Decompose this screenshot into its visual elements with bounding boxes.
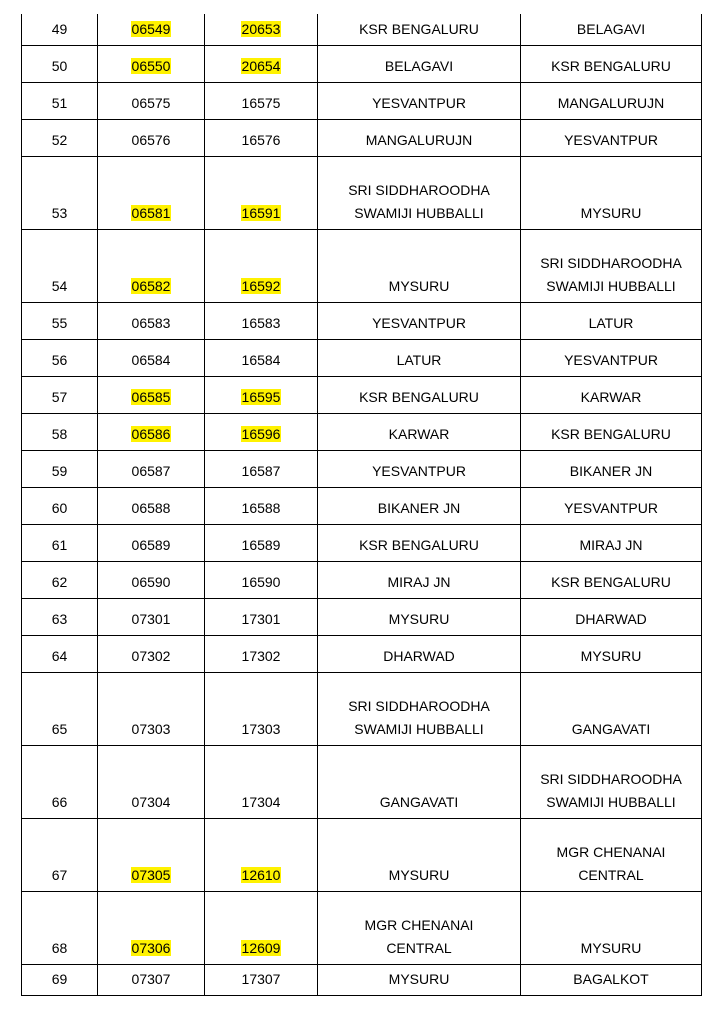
- to-station-cell: [521, 818, 702, 891]
- from-station-cell-line: MYSURU: [388, 610, 450, 627]
- new-train-number-cell: [205, 302, 318, 339]
- table-row: [22, 14, 702, 45]
- old-train-number-cell-text: 06582: [131, 277, 171, 294]
- table-row: [22, 598, 702, 635]
- new-train-number-cell: [205, 45, 318, 82]
- to-station-cell-line: MYSURU: [580, 204, 642, 221]
- new-train-number-cell-text: 17301: [241, 610, 281, 627]
- serial-number-cell: [22, 302, 98, 339]
- from-station-cell: [318, 818, 521, 891]
- from-station-cell-line: LATUR: [396, 351, 442, 368]
- new-train-number-cell-text: 12609: [241, 939, 281, 956]
- old-train-number-cell: [98, 524, 205, 561]
- serial-number-cell-text: 59: [51, 462, 68, 479]
- old-train-number-cell: [98, 561, 205, 598]
- old-train-number-cell: [98, 818, 205, 891]
- old-train-number-cell-text: 06586: [131, 425, 171, 442]
- serial-number-cell: [22, 561, 98, 598]
- old-train-number-cell: [98, 487, 205, 524]
- to-station-cell: [521, 561, 702, 598]
- table-row: [22, 561, 702, 598]
- from-station-cell: [318, 745, 521, 818]
- to-station-cell-line: MANGALURUJN: [557, 94, 665, 111]
- new-train-number-cell: [205, 964, 318, 995]
- from-station-cell-line: SRI SIDDHAROODHA: [348, 697, 490, 714]
- table-row: [22, 45, 702, 82]
- from-station-cell: [318, 561, 521, 598]
- to-station-cell-line: BIKANER JN: [569, 462, 653, 479]
- from-station-cell-line: MIRAJ JN: [387, 573, 451, 590]
- from-station-cell-line: SWAMIJI HUBBALLI: [354, 204, 484, 221]
- to-station-cell: [521, 376, 702, 413]
- to-station-cell: [521, 156, 702, 229]
- old-train-number-cell: [98, 964, 205, 995]
- to-station-cell-line: MGR CHENANAI: [556, 843, 666, 860]
- old-train-number-cell-text: 07307: [131, 970, 171, 987]
- serial-number-cell: [22, 891, 98, 964]
- new-train-number-cell-text: 16583: [241, 314, 281, 331]
- serial-number-cell: [22, 119, 98, 156]
- old-train-number-cell: [98, 450, 205, 487]
- serial-number-cell-text: 65: [51, 720, 68, 737]
- from-station-cell: [318, 45, 521, 82]
- from-station-cell: [318, 119, 521, 156]
- table-row: [22, 119, 702, 156]
- table-row: [22, 818, 702, 891]
- from-station-cell-line: SWAMIJI HUBBALLI: [354, 720, 484, 737]
- from-station-cell-line: CENTRAL: [386, 939, 452, 956]
- serial-number-cell: [22, 14, 98, 45]
- serial-number-cell-text: 64: [51, 647, 68, 664]
- serial-number-cell: [22, 156, 98, 229]
- serial-number-cell-text: 56: [51, 351, 68, 368]
- old-train-number-cell: [98, 14, 205, 45]
- serial-number-cell-text: 54: [51, 277, 68, 294]
- serial-number-cell: [22, 376, 98, 413]
- new-train-number-cell-text: 16591: [241, 204, 281, 221]
- new-train-number-cell-text: 20653: [241, 20, 281, 37]
- to-station-cell: [521, 339, 702, 376]
- to-station-cell: [521, 487, 702, 524]
- new-train-number-cell: [205, 745, 318, 818]
- old-train-number-cell: [98, 45, 205, 82]
- to-station-cell-line: MYSURU: [580, 647, 642, 664]
- serial-number-cell: [22, 524, 98, 561]
- new-train-number-cell-text: 17303: [241, 720, 281, 737]
- to-station-cell: [521, 302, 702, 339]
- serial-number-cell-text: 55: [51, 314, 68, 331]
- serial-number-cell: [22, 635, 98, 672]
- serial-number-cell-text: 58: [51, 425, 68, 442]
- table-row: [22, 891, 702, 964]
- from-station-cell: [318, 672, 521, 745]
- old-train-number-cell: [98, 413, 205, 450]
- serial-number-cell-text: 62: [51, 573, 68, 590]
- new-train-number-cell: [205, 635, 318, 672]
- to-station-cell-line: GANGAVATI: [571, 720, 651, 737]
- to-station-cell-line: KSR BENGALURU: [551, 57, 671, 74]
- serial-number-cell: [22, 818, 98, 891]
- table-row: [22, 635, 702, 672]
- new-train-number-cell: [205, 561, 318, 598]
- new-train-number-cell: [205, 487, 318, 524]
- table-row: [22, 487, 702, 524]
- from-station-cell: [318, 413, 521, 450]
- new-train-number-cell-text: 16588: [241, 499, 281, 516]
- from-station-cell: [318, 964, 521, 995]
- to-station-cell: [521, 82, 702, 119]
- serial-number-cell-text: 61: [51, 536, 68, 553]
- serial-number-cell-text: 50: [51, 57, 68, 74]
- serial-number-cell-text: 66: [51, 793, 68, 810]
- old-train-number-cell-text: 07303: [131, 720, 171, 737]
- from-station-cell-line: MYSURU: [388, 970, 450, 987]
- new-train-number-cell: [205, 339, 318, 376]
- old-train-number-cell: [98, 891, 205, 964]
- to-station-cell-line: LATUR: [588, 314, 634, 331]
- new-train-number-cell-text: 20654: [241, 57, 281, 74]
- table-row: [22, 964, 702, 995]
- serial-number-cell: [22, 964, 98, 995]
- old-train-number-cell-text: 06589: [131, 536, 171, 553]
- old-train-number-cell-text: 06581: [131, 204, 171, 221]
- serial-number-cell-text: 53: [51, 204, 68, 221]
- from-station-cell: [318, 376, 521, 413]
- old-train-number-cell: [98, 339, 205, 376]
- from-station-cell: [318, 487, 521, 524]
- to-station-cell-line: KARWAR: [580, 388, 642, 405]
- to-station-cell-line: SWAMIJI HUBBALLI: [546, 793, 676, 810]
- table-row: [22, 450, 702, 487]
- from-station-cell-line: MYSURU: [388, 866, 450, 883]
- old-train-number-cell-text: 07306: [131, 939, 171, 956]
- from-station-cell: [318, 302, 521, 339]
- new-train-number-cell: [205, 891, 318, 964]
- old-train-number-cell-text: 07302: [131, 647, 171, 664]
- serial-number-cell: [22, 598, 98, 635]
- to-station-cell: [521, 598, 702, 635]
- old-train-number-cell-text: 06584: [131, 351, 171, 368]
- from-station-cell-line: DHARWAD: [383, 647, 455, 664]
- old-train-number-cell-text: 06575: [131, 94, 171, 111]
- serial-number-cell-text: 63: [51, 610, 68, 627]
- old-train-number-cell-text: 07304: [131, 793, 171, 810]
- serial-number-cell-text: 52: [51, 131, 68, 148]
- to-station-cell-line: CENTRAL: [578, 866, 644, 883]
- serial-number-cell: [22, 745, 98, 818]
- old-train-number-cell-text: 06583: [131, 314, 171, 331]
- from-station-cell: [318, 635, 521, 672]
- to-station-cell-line: KSR BENGALURU: [551, 573, 671, 590]
- from-station-cell-line: BELAGAVI: [384, 57, 454, 74]
- new-train-number-cell-text: 12610: [241, 866, 281, 883]
- from-station-cell: [318, 156, 521, 229]
- new-train-number-cell: [205, 14, 318, 45]
- table-body: [22, 14, 702, 995]
- from-station-cell-line: SRI SIDDHAROODHA: [348, 181, 490, 198]
- to-station-cell-line: SRI SIDDHAROODHA: [540, 770, 682, 787]
- to-station-cell: [521, 524, 702, 561]
- table-row: [22, 229, 702, 302]
- new-train-number-cell-text: 17302: [241, 647, 281, 664]
- new-train-number-cell-text: 16575: [241, 94, 281, 111]
- old-train-number-cell-text: 07305: [131, 866, 171, 883]
- serial-number-cell-text: 51: [51, 94, 68, 111]
- to-station-cell-line: YESVANTPUR: [564, 499, 658, 516]
- to-station-cell-line: MYSURU: [580, 939, 642, 956]
- from-station-cell-line: BIKANER JN: [377, 499, 461, 516]
- new-train-number-cell: [205, 818, 318, 891]
- serial-number-cell-text: 68: [51, 939, 68, 956]
- from-station-cell-line: KSR BENGALURU: [359, 20, 479, 37]
- old-train-number-cell: [98, 302, 205, 339]
- to-station-cell-line: BAGALKOT: [573, 970, 649, 987]
- from-station-cell: [318, 14, 521, 45]
- new-train-number-cell-text: 16596: [241, 425, 281, 442]
- from-station-cell-line: MANGALURUJN: [365, 131, 473, 148]
- serial-number-cell: [22, 413, 98, 450]
- to-station-cell-line: SRI SIDDHAROODHA: [540, 254, 682, 271]
- from-station-cell-line: YESVANTPUR: [372, 314, 466, 331]
- new-train-number-cell: [205, 524, 318, 561]
- from-station-cell-line: YESVANTPUR: [372, 462, 466, 479]
- old-train-number-cell-text: 06549: [131, 20, 171, 37]
- new-train-number-cell: [205, 119, 318, 156]
- serial-number-cell: [22, 450, 98, 487]
- old-train-number-cell-text: 06590: [131, 573, 171, 590]
- table-row: [22, 672, 702, 745]
- to-station-cell: [521, 14, 702, 45]
- to-station-cell: [521, 964, 702, 995]
- to-station-cell: [521, 119, 702, 156]
- to-station-cell-line: YESVANTPUR: [564, 351, 658, 368]
- old-train-number-cell-text: 06550: [131, 57, 171, 74]
- serial-number-cell-text: 69: [51, 970, 68, 987]
- new-train-number-cell: [205, 598, 318, 635]
- from-station-cell: [318, 450, 521, 487]
- to-station-cell-line: DHARWAD: [575, 610, 647, 627]
- from-station-cell-line: KSR BENGALURU: [359, 536, 479, 553]
- to-station-cell: [521, 635, 702, 672]
- from-station-cell: [318, 82, 521, 119]
- new-train-number-cell-text: 17304: [241, 793, 281, 810]
- from-station-cell-line: YESVANTPUR: [372, 94, 466, 111]
- to-station-cell-line: KSR BENGALURU: [551, 425, 671, 442]
- to-station-cell: [521, 891, 702, 964]
- to-station-cell-line: SWAMIJI HUBBALLI: [546, 277, 676, 294]
- from-station-cell: [318, 339, 521, 376]
- to-station-cell-line: BELAGAVI: [576, 20, 646, 37]
- new-train-number-cell-text: 17307: [241, 970, 281, 987]
- old-train-number-cell: [98, 119, 205, 156]
- old-train-number-cell: [98, 598, 205, 635]
- new-train-number-cell-text: 16576: [241, 131, 281, 148]
- new-train-number-cell: [205, 82, 318, 119]
- serial-number-cell: [22, 672, 98, 745]
- serial-number-cell: [22, 45, 98, 82]
- from-station-cell-line: KARWAR: [388, 425, 450, 442]
- new-train-number-cell-text: 16587: [241, 462, 281, 479]
- train-number-table: [21, 14, 702, 996]
- old-train-number-cell-text: 06585: [131, 388, 171, 405]
- from-station-cell: [318, 891, 521, 964]
- new-train-number-cell: [205, 156, 318, 229]
- to-station-cell: [521, 672, 702, 745]
- table-row: [22, 302, 702, 339]
- from-station-cell-line: MYSURU: [388, 277, 450, 294]
- from-station-cell: [318, 229, 521, 302]
- to-station-cell: [521, 450, 702, 487]
- new-train-number-cell-text: 16590: [241, 573, 281, 590]
- from-station-cell: [318, 598, 521, 635]
- table-row: [22, 745, 702, 818]
- to-station-cell: [521, 745, 702, 818]
- new-train-number-cell-text: 16592: [241, 277, 281, 294]
- old-train-number-cell: [98, 82, 205, 119]
- from-station-cell-line: MGR CHENANAI: [364, 916, 474, 933]
- old-train-number-cell-text: 06576: [131, 131, 171, 148]
- from-station-cell-line: KSR BENGALURU: [359, 388, 479, 405]
- serial-number-cell-text: 67: [51, 866, 68, 883]
- new-train-number-cell: [205, 229, 318, 302]
- serial-number-cell-text: 60: [51, 499, 68, 516]
- table-row: [22, 339, 702, 376]
- new-train-number-cell-text: 16595: [241, 388, 281, 405]
- old-train-number-cell: [98, 635, 205, 672]
- to-station-cell-line: MIRAJ JN: [579, 536, 643, 553]
- old-train-number-cell: [98, 745, 205, 818]
- new-train-number-cell: [205, 413, 318, 450]
- from-station-cell: [318, 524, 521, 561]
- old-train-number-cell: [98, 156, 205, 229]
- old-train-number-cell-text: 06587: [131, 462, 171, 479]
- serial-number-cell: [22, 487, 98, 524]
- old-train-number-cell-text: 06588: [131, 499, 171, 516]
- table-row: [22, 376, 702, 413]
- new-train-number-cell-text: 16589: [241, 536, 281, 553]
- to-station-cell: [521, 45, 702, 82]
- table-row: [22, 82, 702, 119]
- serial-number-cell: [22, 82, 98, 119]
- old-train-number-cell: [98, 376, 205, 413]
- new-train-number-cell-text: 16584: [241, 351, 281, 368]
- serial-number-cell-text: 49: [51, 20, 68, 37]
- serial-number-cell: [22, 339, 98, 376]
- serial-number-cell-text: 57: [51, 388, 68, 405]
- serial-number-cell: [22, 229, 98, 302]
- old-train-number-cell: [98, 229, 205, 302]
- to-station-cell: [521, 413, 702, 450]
- from-station-cell-line: GANGAVATI: [379, 793, 459, 810]
- old-train-number-cell-text: 07301: [131, 610, 171, 627]
- new-train-number-cell: [205, 376, 318, 413]
- to-station-cell: [521, 229, 702, 302]
- new-train-number-cell: [205, 672, 318, 745]
- table-row: [22, 156, 702, 229]
- table-row: [22, 524, 702, 561]
- old-train-number-cell: [98, 672, 205, 745]
- to-station-cell-line: YESVANTPUR: [564, 131, 658, 148]
- new-train-number-cell: [205, 450, 318, 487]
- table-row: [22, 413, 702, 450]
